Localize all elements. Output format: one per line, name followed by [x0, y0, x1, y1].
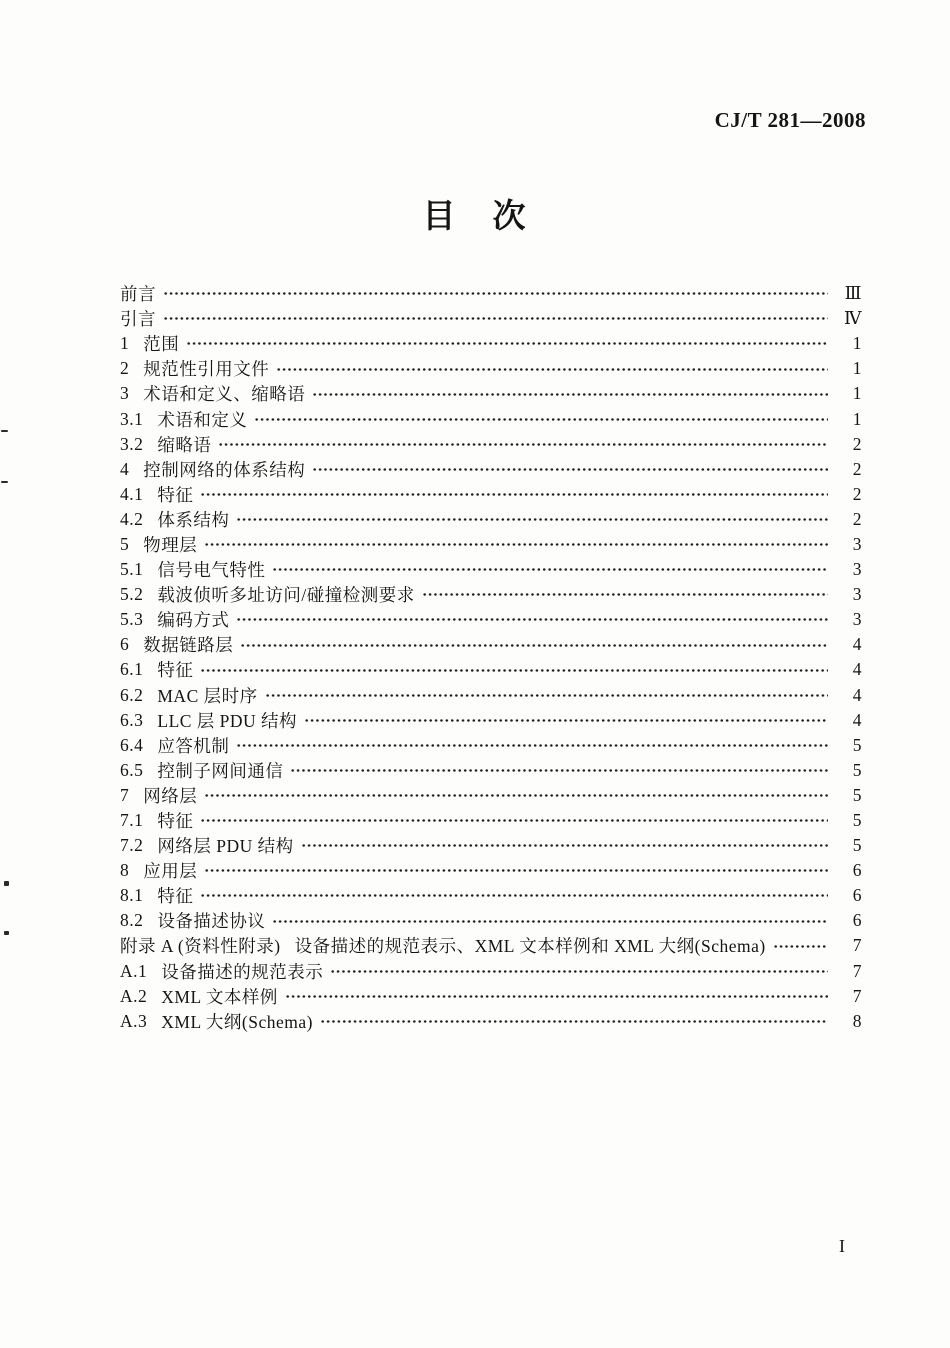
toc-entry-number: 3.2: [120, 433, 144, 454]
toc-entry-page: 2: [852, 458, 862, 479]
toc-entry-number: 3.1: [120, 408, 144, 429]
toc-leader-dots: [186, 331, 828, 356]
toc-list: [120, 281, 862, 1034]
toc-entry-label: 应用层: [143, 861, 198, 882]
toc-entry-label: 特征: [157, 484, 194, 505]
toc-leader-dots: [312, 381, 828, 406]
toc-entry-label: 前言: [120, 284, 156, 305]
toc-entry-number: 5: [120, 533, 130, 554]
toc-leader-dots: [200, 657, 828, 682]
toc-entry: [120, 331, 862, 356]
toc-entry-number: 8: [120, 860, 130, 881]
toc-entry-page: 7: [852, 960, 862, 981]
toc-entry-page: Ⅳ: [844, 308, 862, 329]
toc-entry-number: 8.2: [120, 910, 144, 931]
toc-entry: [120, 758, 862, 783]
toc-entry-page: 2: [852, 508, 862, 529]
toc-entry-number: A.1: [120, 960, 148, 981]
toc-leader-dots: [422, 582, 828, 607]
toc-entry-label: 术语和定义: [157, 409, 248, 430]
toc-entry-label: 设备描述的规范表示、XML 文本样例和 XML 大纲(Schema): [294, 936, 766, 957]
toc-entry: [120, 783, 862, 808]
toc-entry-number: 5.3: [120, 609, 144, 630]
toc-entry-label: 术语和定义、缩略语: [143, 384, 306, 405]
toc-entry-label: 特征: [157, 811, 194, 832]
toc-entry-label: 设备描述的规范表示: [161, 961, 324, 982]
toc-leader-dots: [204, 858, 828, 883]
toc-entry: [120, 381, 862, 406]
toc-entry-page: 5: [852, 784, 862, 805]
toc-leader-dots: [240, 632, 828, 657]
toc-entry: [120, 432, 862, 457]
toc-entry: [120, 281, 862, 306]
standard-code: CJ/T 281—2008: [714, 108, 866, 132]
toc-entry-page: 5: [852, 835, 862, 856]
toc-entry-label: MAC 层时序: [157, 685, 258, 706]
toc-entry: [120, 457, 862, 482]
toc-entry-number: 6.2: [120, 684, 144, 705]
toc-entry-page: 3: [852, 584, 862, 605]
toc-entry-page: 4: [852, 709, 862, 730]
toc-entry-page: 5: [852, 759, 862, 780]
toc-entry: [120, 808, 862, 833]
toc-entry-label: 范围: [143, 334, 180, 355]
toc-entry-label: 特征: [157, 660, 194, 681]
toc-entry-page: 1: [852, 333, 862, 354]
toc-entry: [120, 532, 862, 557]
toc-entry-page: 1: [852, 383, 862, 404]
toc-entry-number: 6: [120, 634, 130, 655]
toc-entry-page: 3: [852, 609, 862, 630]
toc-leader-dots: [290, 758, 828, 783]
toc-leader-dots: [320, 1009, 828, 1034]
toc-entry: [120, 984, 862, 1009]
toc-entry-number: 7: [120, 784, 130, 805]
scan-artifact: [4, 931, 9, 935]
toc-entry: [120, 683, 862, 708]
toc-entry: [120, 607, 862, 632]
toc-entry: [120, 482, 862, 507]
toc-leader-dots: [312, 457, 828, 482]
toc-entry-label: XML 大纲(Schema): [161, 1011, 313, 1032]
toc-entry-page: 6: [852, 885, 862, 906]
toc-entry-page: 5: [852, 734, 862, 755]
toc-entry: [120, 933, 862, 958]
toc-entry-number: 7.2: [120, 835, 144, 856]
toc-entry-number: 附录 A (资料性附录): [120, 936, 281, 957]
toc-entry-page: 3: [852, 533, 862, 554]
toc-entry-label: XML 文本样例: [161, 986, 278, 1007]
toc-entry-page: 4: [852, 659, 862, 680]
toc-leader-dots: [272, 908, 828, 933]
toc-leader-dots: [265, 683, 828, 708]
toc-entry: [120, 306, 862, 331]
toc-entry-number: 6.5: [120, 759, 144, 780]
toc-entry-label: 缩略语: [157, 434, 212, 455]
toc-entry: [120, 959, 862, 984]
toc-entry: [120, 908, 862, 933]
toc-entry-page: 5: [852, 810, 862, 831]
toc-entry-number: 3: [120, 383, 130, 404]
toc-leader-dots: [773, 933, 828, 958]
toc-entry-label: 网络层 PDU 结构: [157, 836, 294, 857]
toc-entry-number: 6.4: [120, 734, 144, 755]
scan-artifact: [1, 481, 8, 483]
toc-entry: [120, 833, 862, 858]
toc-leader-dots: [236, 607, 828, 632]
toc-entry: [120, 582, 862, 607]
toc-leader-dots: [254, 406, 828, 431]
toc-leader-dots: [163, 306, 828, 331]
toc-leader-dots: [218, 432, 828, 457]
toc-entry-label: 规范性引用文件: [143, 359, 270, 380]
toc-entry-label: 体系结构: [157, 509, 230, 530]
toc-entry-label: 控制网络的体系结构: [143, 459, 306, 480]
toc-leader-dots: [304, 708, 828, 733]
toc-leader-dots: [200, 883, 828, 908]
toc-entry-number: A.2: [120, 985, 148, 1006]
toc-entry: [120, 557, 862, 582]
toc-entry-label: 网络层: [143, 785, 198, 806]
toc-entry: [120, 356, 862, 381]
toc-entry-number: 5.1: [120, 559, 144, 580]
toc-entry-label: 信号电气特性: [157, 560, 266, 581]
toc-entry-label: 特征: [157, 886, 194, 907]
toc-entry-number: 4.1: [120, 483, 144, 504]
toc-entry-page: 6: [852, 860, 862, 881]
toc-entry-number: 1: [120, 333, 130, 354]
toc-leader-dots: [285, 984, 828, 1009]
toc-leader-dots: [272, 557, 828, 582]
toc-entry-number: 5.2: [120, 584, 144, 605]
toc-entry-number: A.3: [120, 1010, 148, 1031]
toc-leader-dots: [200, 482, 828, 507]
toc-entry-label: 引言: [120, 309, 156, 330]
toc-entry-page: Ⅲ: [844, 283, 862, 304]
toc-entry-number: 6.3: [120, 709, 144, 730]
toc-entry-number: 7.1: [120, 810, 144, 831]
toc-entry-label: 编码方式: [157, 610, 230, 631]
toc-entry-page: 2: [852, 483, 862, 504]
toc-leader-dots: [236, 733, 828, 758]
toc-leader-dots: [200, 808, 828, 833]
toc-entry-label: 应答机制: [157, 735, 230, 756]
toc-entry: [120, 507, 862, 532]
toc-leader-dots: [204, 783, 828, 808]
toc-entry: [120, 1009, 862, 1034]
toc-entry-page: 7: [852, 985, 862, 1006]
toc-entry-label: 数据链路层: [143, 635, 234, 656]
scan-artifact: [1, 430, 8, 432]
toc-entry: [120, 632, 862, 657]
scan-artifact: [4, 881, 9, 886]
toc-entry-page: 3: [852, 559, 862, 580]
toc-leader-dots: [330, 959, 828, 984]
toc-entry-number: 6.1: [120, 659, 144, 680]
toc-entry-number: 4.2: [120, 508, 144, 529]
toc-leader-dots: [301, 833, 828, 858]
toc-entry: [120, 733, 862, 758]
toc-entry-page: 8: [852, 1010, 862, 1031]
toc-entry: [120, 406, 862, 431]
toc-entry-label: 载波侦听多址访问/碰撞检测要求: [157, 585, 415, 606]
toc-entry: [120, 883, 862, 908]
toc-entry-label: 控制子网间通信: [157, 760, 284, 781]
toc-entry: [120, 657, 862, 682]
toc-entry-page: 2: [852, 433, 862, 454]
toc-entry-page: 4: [852, 634, 862, 655]
page-title: 目 次: [422, 199, 528, 235]
toc-entry-number: 8.1: [120, 885, 144, 906]
toc-entry-label: 设备描述协议: [157, 911, 266, 932]
toc-entry-label: LLC 层 PDU 结构: [157, 710, 298, 731]
toc-entry-page: 1: [852, 408, 862, 429]
toc-entry-page: 6: [852, 910, 862, 931]
toc-leader-dots: [163, 281, 828, 306]
toc-leader-dots: [204, 532, 828, 557]
toc-entry-page: 7: [852, 935, 862, 956]
footer-page-number: I: [839, 1236, 846, 1256]
toc-entry: [120, 858, 862, 883]
toc-entry: [120, 708, 862, 733]
toc-entry-number: 2: [120, 358, 130, 379]
toc-entry-label: 物理层: [143, 534, 198, 555]
toc-leader-dots: [236, 507, 828, 532]
toc-leader-dots: [276, 356, 828, 381]
toc-entry-page: 4: [852, 684, 862, 705]
toc-entry-number: 4: [120, 458, 130, 479]
toc-entry-page: 1: [852, 358, 862, 379]
